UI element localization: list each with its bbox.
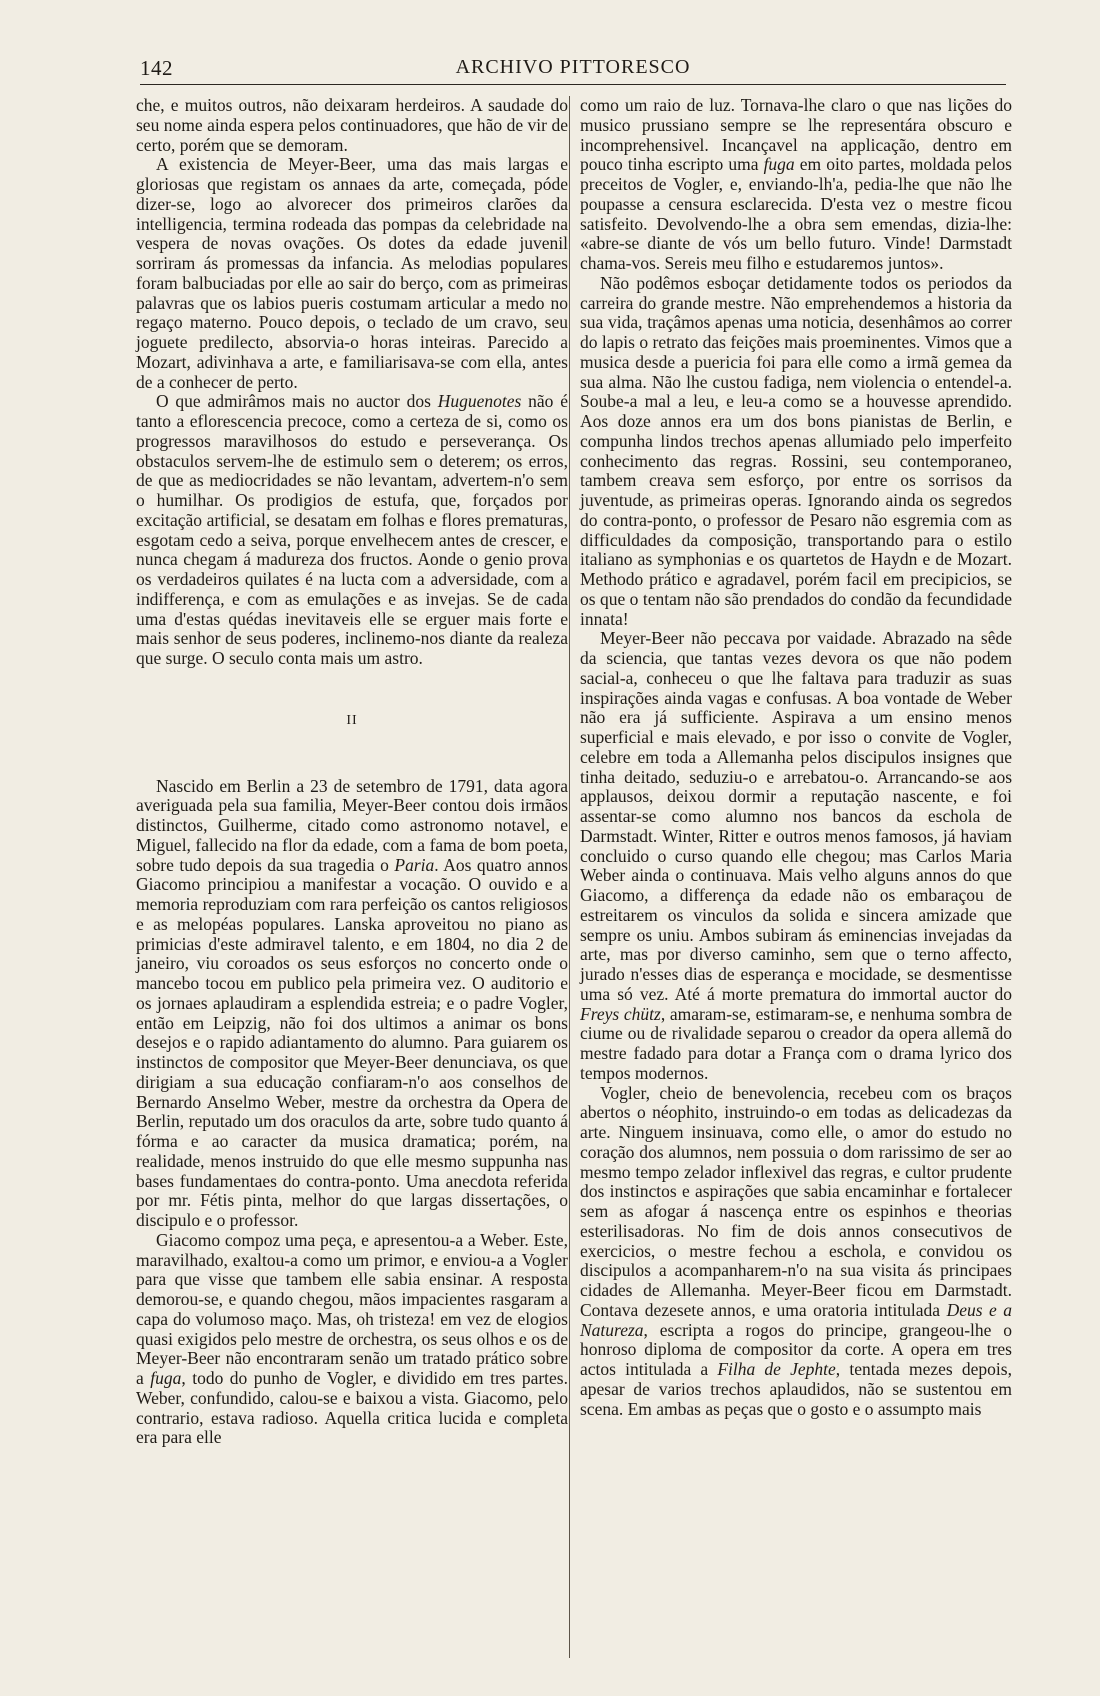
text-run: não é tanto a eflorescencia precoce, como a certeza de si, como os progressos maravilhosos do estudo e perseverança. Os obstaculos servem-lhe de estimulo sem o deterem; os erros, de que as mediocridades se não levantam, advertem-n'o sem o humilhar. Os prodigios de estufa, que, forçados por excitação artificial, se desatam em folhas e flores prematuras, esgotam cedo a seiva, porque envelhecem antes de crescer, e nunca chegam á madureza dos fructos. Aonde o genio prova os verdadeiros quilates é na lucta com a adversidade, com a indifferença, e com as emulações e as invejas. Se de cada uma d'estas quédas inevitaveis elle se erguer mais forte e mais senhor de seus poderes, inclinemo-nos diante da realeza que surge. O seculo conta mais um astro. xyxy=(136,391,568,668)
italic-title: Filha de Jephte xyxy=(717,1359,836,1379)
text-run: Nascido em Berlin a 23 de setembro de 1791, data agora averiguada pela sua familia, Meyer-Beer contou dois irmãos distinctos, Guilherme, citado como astronomo notavel, e Miguel, fallecido na flor da edade, com a fama de bom poeta, sobre tudo depois da sua tragedia o xyxy=(136,775,568,875)
page-header xyxy=(140,56,1006,82)
column-divider xyxy=(569,96,570,1658)
italic-term: fuga xyxy=(150,1368,182,1388)
text-run: Giacomo compoz uma peça, e apresentou-a a Weber. Este, maravilhado, exaltou-a como um primor, e enviou-a a Vogler para que visse que tambem elle sabia ensinar. A resposta demorou-se, e quando chegou, mãos impacientes rasgaram a capa do volumoso maço. Mas, oh tristeza! em vez de elogios quasi exigidos pelo mestre de orchestra, os seus olhos e os de Meyer-Beer não encontraram senão um tratado prático sobre a xyxy=(136,1229,568,1388)
italic-title: Freys chütz xyxy=(580,1003,661,1024)
left-paragraph-2: A existencia de Meyer-Beer, uma das mais largas e gloriosas que registam os annaes da arte, começada, póde dizer-se, logo ao alvorecer dos primeiros clarões da intelligencia, termina rodeada das pompas da celebridade na vespera de novas ovações. Os dotes da edade juvenil sorriram ás promessas da infancia. As melodias populares foram balbuciadas por elle ao sair do berço, com as primeiras palavras que os labios pueris costumam articular a medo no regaço materno. Pouco depois, o teclado de um cravo, seu joguete predilecto, absorvia-o horas inteiras. Parecido a Mozart, adivinhava a arte, e familiarisava-se com ella, antes de a conhecer de perto. xyxy=(136,154,568,392)
italic-title: Paria xyxy=(394,854,435,875)
text-run: O que admirâmos mais no auctor dos xyxy=(156,391,438,412)
text-run: , amaram-se, estimaram-se, e nenhuma sombra de ciume ou de rivalidade separou o creador da opera allemã do mestre fadado para dotar a França com o drama lyrico dos tempos modernos. xyxy=(580,1003,1012,1083)
text-run: , escripta a rogos do principe, grangeou-lhe o honroso diploma de compositor da corte. A opera em tres actos intitulada a xyxy=(580,1319,1012,1379)
running-title: ARCHIVO PITTORESCO xyxy=(455,56,691,78)
left-paragraph-5 xyxy=(136,1231,568,1448)
text-run: , todo do punho de Vogler, e dividido em tres partes. Weber, confundido, calou-se e baixou a vista. Giacomo, pelo contrario, estava radioso. Aquella critica lucida e completa era para elle xyxy=(136,1368,568,1448)
italic-term: fuga xyxy=(763,154,795,175)
header-rule xyxy=(140,84,1006,85)
left-column xyxy=(136,96,568,1448)
section-number: II xyxy=(346,712,358,728)
right-column xyxy=(580,96,1012,1419)
text-run: , tentada mezes depois, apesar de varios trechos aplaudidos, não se sustentou em scena. Em ambas as peças que o gosto e o assumpto mais xyxy=(580,1359,1012,1419)
text-run: em oito partes, moldada pelos preceitos de Vogler, e, enviando-lh'a, pedia-lhe que não lhe poupasse a censura esclarecida. D'esta vez o mestre ficou satisfeito. Devolvendo-lhe a obra sem emendas, dizia-lhe: «abre-se diante de vós um bello futuro. Vinde! Darmstadt chama-vos. Sereis meu filho e estudaremos juntos». xyxy=(580,154,1012,273)
text-run: como um raio de luz. Tornava-lhe claro o que nas lições do musico prussiano sempre se lhe representára obscuro e incomprehensivel. Incançavel na applicação, dentro em pouco tinha escripto uma xyxy=(580,95,1012,175)
text-run: Meyer-Beer não peccava por vaidade. Abrazado na sêde da sciencia, que tantas vezes devora os que não podem sacial-a, conheceu o que lhe faltava para traduzir as suas inspirações ainda vagas e confusas. A boa vontade de Weber não era já sufficiente. Aspirava a um ensino menos superficial e mais elevado, e por isso o convite de Vogler, celebre em toda a Allemanha pelos discipulos insignes que tinha deitado, seduziu-o e arrebatou-o. Arrancando-se aos applausos, deixou dormir a reputação nascente, e foi assentar-se como alumno nos bancos da eschola de Darmstadt. Winter, Ritter e outros menos famosos, já haviam concluido o curso quando elle chegou; mas Carlos Maria Weber ainda o continuava. Mais velho alguns annos do que Giacomo, a differença da edade não os embaraçou de estreitarem os vinculos da solida e sincera amizade que sempre os uniu. Ambos subiram ás eminencias invejadas da arte, mas por diverso caminho, sem que o terno affecto, jurado n'esses dias de esperança e mocidade, se desmentisse uma só vez. Até á morte prematura do immortal auctor do xyxy=(580,628,1012,1004)
right-paragraph-1 xyxy=(580,96,1012,274)
left-paragraph-4 xyxy=(136,777,568,1231)
right-paragraph-3 xyxy=(580,629,1012,1083)
right-paragraph-4 xyxy=(580,1084,1012,1420)
left-paragraph-3 xyxy=(136,392,568,669)
right-paragraph-2: Não podêmos esboçar detidamente todos os periodos da carreira do grande mestre. Não emprehendemos a historia da sua vida, traçâmos apenas uma noticia, desenhâmos ao correr do lapis o retrato das feições mais proeminentes. Vimos que a musica desde a puericia foi para elle como a irmã gemea da sua alma. Não lhe custou fadiga, nem violencia o entendel-a. Soube-a mal a leu, e leu-a como se a houvesse aprendido. Aos doze annos era um dos bons pianistas de Berlin, e compunha lindos trechos apenas allumiado pelo imperfeito conhecimento das regras. Rossini, seu contemporaneo, tambem creava sem esforço, por entre os sorrisos da juventude, as primeiras operas. Ignorando ainda os segredos do contra-ponto, o professor de Pesaro não esgremia com as difficuldades da composição, transportando para o estilo italiano as symphonias e os quartetos de Haydn e de Mozart. Methodo prático e agradavel, porém facil em precipicios, se os que o tentam não são prendados do condão da fecundidade innata! xyxy=(580,272,1012,629)
text-run: Vogler, cheio de benevolencia, recebeu com os braços abertos o néophito, instruindo-o em todas as delicadezas da arte. Ninguem insinuava, como elle, o amor do estudo no coração dos alumnos, nem possuia o dom rarissimo de ser ao mesmo tempo zelador inflexivel das regras, e cultor prudente dos instinctos e aspirações que sabia encaminhar e fortalecer sem as afogar á nascença entre os espinhos e theorias esterilisadoras. No fim de dois annos consecutivos de exercicios, o mestre fechou a eschola, e convidou os discipulos a acompanharem-n'o na sua visita ás principaes cidades de Allemanha. Meyer-Beer ficou em Darmstadt. Contava dezesete annos, e uma oratoria intitulada xyxy=(580,1082,1012,1320)
text-run: . Aos quatro annos Giacomo principiou a manifestar a vocação. O ouvido e a memoria reproduziam com rara perfeição os cantos religiosos e as melopéas populares. Lanska aproveitou no piano as primicias d'este admiravel talento, e em 1804, no dia 2 de janeiro, viu coroados os seus esforços no concerto onde o mancebo tocou em publico pela primeira vez. O auditorio e os jornaes aplaudiram a esplendida estreia; e o padre Vogler, então em Leipzig, não foi dos ultimos a animar os bons desejos e o rapido adiantamento do alumno. Para guiarem os instinctos de compositor que Meyer-Beer denunciava, os que dirigiam a sua educação confiaram-n'o aos conselhos de Bernardo Anselmo Weber, mestre da orchestra da Opera de Berlin, reputado um dos oraculos da arte, sobre tudo quanto á fórma e ao caracter da musica dramatica; porém, na realidade, menos instruido do que elle mesmo suppunha nas bases fundamentaes do contra-ponto. Uma anecdota referida por mr. Fétis pinta, melhor do que largas dissertações, o discipulo e o professor. xyxy=(136,854,568,1230)
italic-title: Huguenotes xyxy=(437,391,522,412)
page-number: 142 xyxy=(140,56,173,80)
italic-title: Deus e a Natureza xyxy=(580,1299,1013,1340)
left-paragraph-1: che, e muitos outros, não deixaram herdeiros. A saudade do seu nome ainda espera pelos continuadores, que hão de vir de certo, porém que se demoram. xyxy=(136,95,568,155)
